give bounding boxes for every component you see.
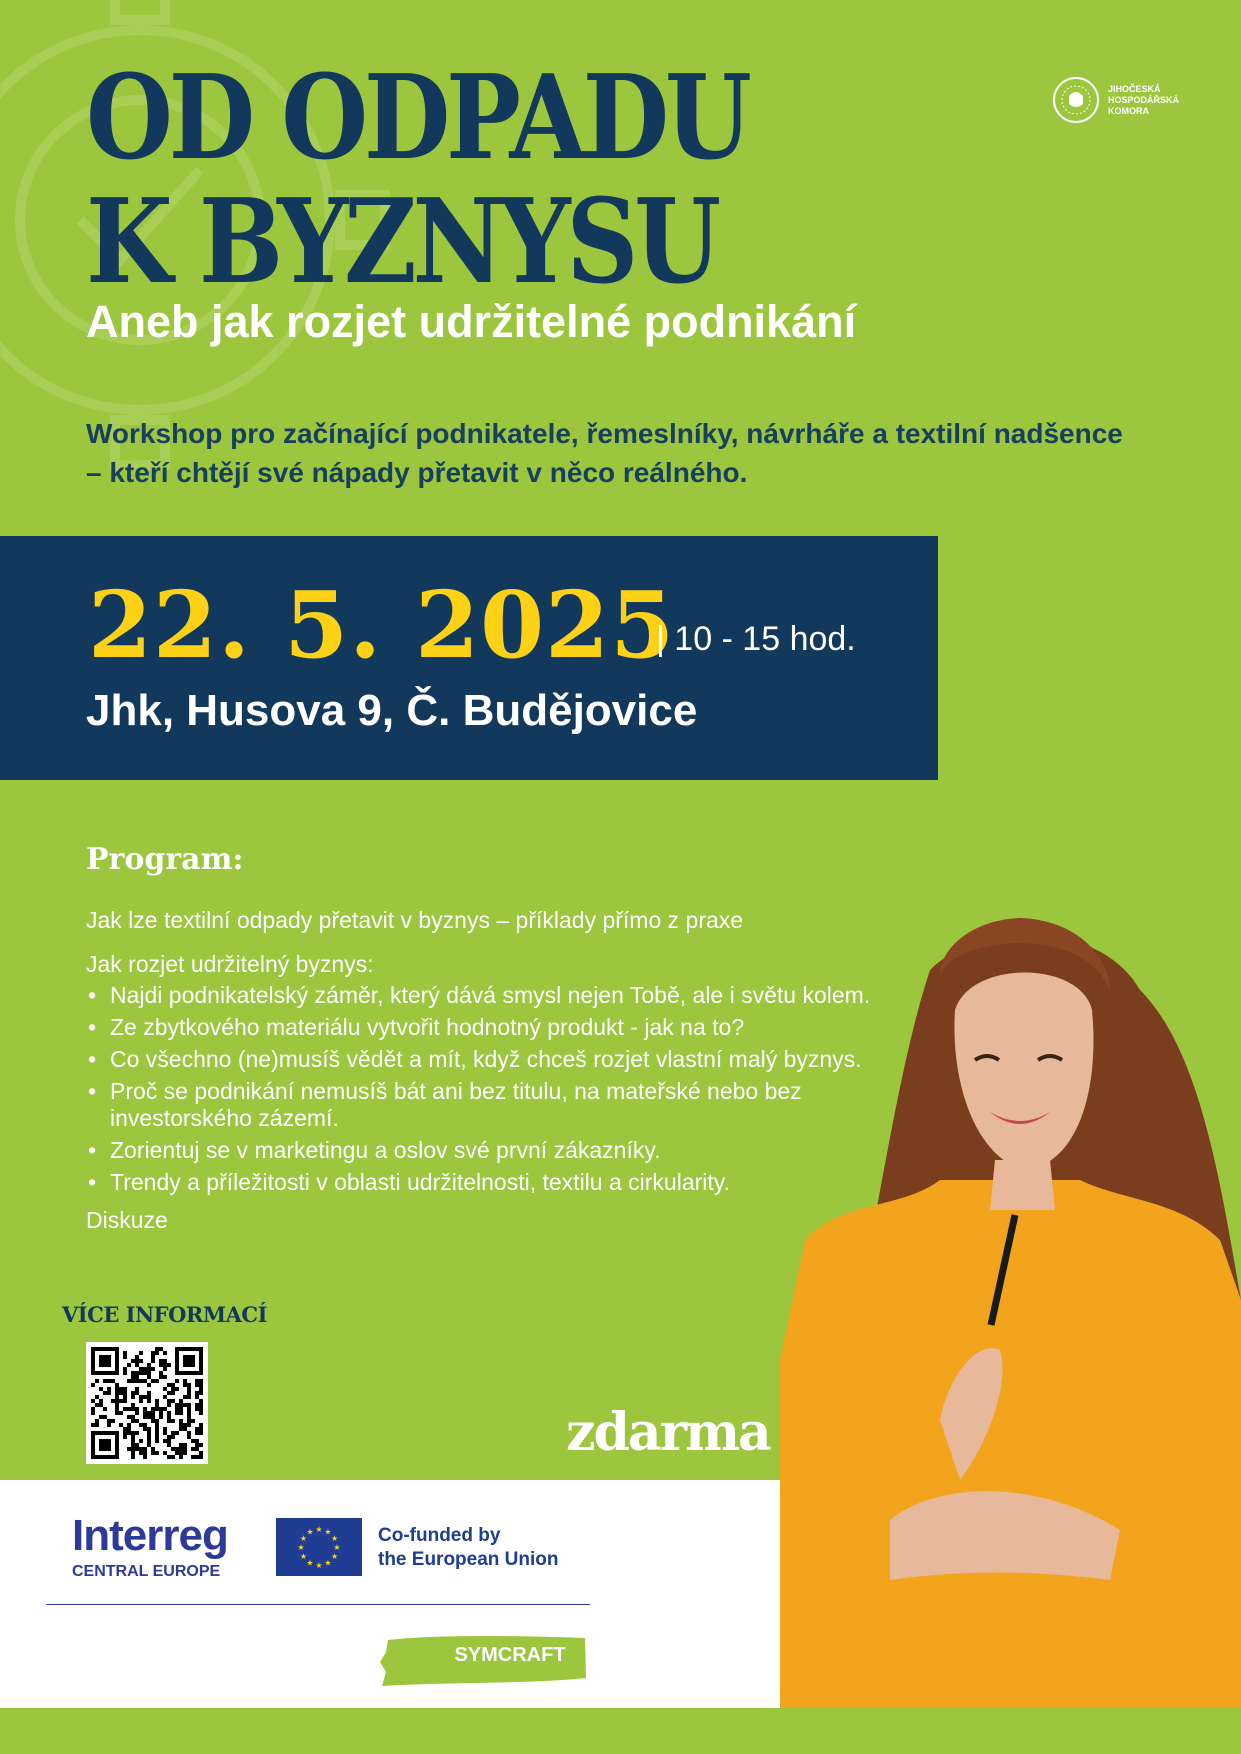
program-bullet: • Ze zbytkového materiálu vytvořit hodnotný produkt - jak na to? xyxy=(86,1014,906,1041)
eu-star: ★ xyxy=(331,1552,339,1561)
program-closing: Diskuze xyxy=(86,1207,168,1233)
title-line-1: OD ODPADU xyxy=(86,50,748,186)
eu-star: ★ xyxy=(333,1543,341,1552)
interreg-subtitle: CENTRAL EUROPE xyxy=(72,1563,221,1580)
intro-text xyxy=(86,414,1196,492)
eu-stars-icon xyxy=(276,1518,362,1576)
eu-star: ★ xyxy=(331,1534,339,1543)
eu-star: ★ xyxy=(299,1552,307,1561)
eu-text-line-1: Co-funded by xyxy=(378,1525,501,1546)
eu-star: ★ xyxy=(324,1558,332,1568)
poster-title xyxy=(86,50,748,310)
intro-line-2: – kteří chtějí své nápady přetavit v něco reálného. xyxy=(86,457,748,488)
program-heading: Program: xyxy=(86,842,244,877)
event-date: 22. 5. 2025 xyxy=(88,571,676,679)
jhk-logo-line-1: JIHOČESKÁ xyxy=(1108,83,1161,94)
eu-star: ★ xyxy=(315,1525,323,1534)
jhk-logo-line-3: KOMORA xyxy=(1108,105,1149,116)
qr-code[interactable] xyxy=(86,1342,208,1464)
interreg-logo xyxy=(72,1511,228,1582)
woman-thinking-photo xyxy=(780,880,1241,1708)
program-bullet: • Trendy a příležitosti v oblasti udržitelnosti, textilu a cirkularity. xyxy=(86,1169,906,1196)
eu-star: ★ xyxy=(306,1558,314,1568)
eu-star: ★ xyxy=(324,1527,332,1537)
program-bullet: • Zorientuj se v marketingu a oslov své první zákazníky. xyxy=(86,1137,906,1164)
eu-flag-icon xyxy=(276,1518,362,1576)
eu-cofunded-text xyxy=(378,1524,559,1572)
eu-star: ★ xyxy=(306,1527,314,1537)
program-bullet: • Proč se podnikání nemusíš bát ani bez titulu, na mateřské nebo bez investorského zázemí. xyxy=(86,1078,906,1132)
eu-star: ★ xyxy=(315,1561,323,1570)
more-info-label: VÍCE INFORMACÍ xyxy=(62,1302,267,1327)
interreg-wordmark: Interreg xyxy=(72,1511,228,1560)
bottom-strip xyxy=(0,1708,1241,1754)
symcraft-logo-text: SYMCRAFT xyxy=(454,1644,566,1666)
jhk-logo-text xyxy=(1108,84,1188,117)
jhk-logo-line-2: HOSPODÁŘSKÁ xyxy=(1108,94,1180,105)
program-item-1: Jak lze textilní odpady přetavit v byznys – příklady přímo z praxe xyxy=(86,907,744,933)
jhk-logo xyxy=(1052,76,1188,124)
event-time: | 10 - 15 hod. xyxy=(656,620,856,658)
program-bullet: • Najdi podnikatelský záměr, který dává smysl nejen Tobě, ale i světu kolem. xyxy=(86,982,906,1009)
intro-line-1: Workshop pro začínající podnikatele, řemeslníky, návrháře a textilní nadšence xyxy=(86,418,1123,449)
eu-star: ★ xyxy=(299,1534,307,1543)
title-line-2: K BYZNYSU xyxy=(86,174,717,310)
poster-subtitle: Aneb jak rozjet udržitelné podnikání xyxy=(86,296,857,347)
free-label: zdarma xyxy=(566,1402,770,1463)
program-bullet: • Co všechno (ne)musíš vědět a mít, když chceš rozjet vlastní malý byznys. xyxy=(86,1046,906,1073)
qr-code-icon xyxy=(91,1347,203,1459)
event-location: Jhk, Husova 9, Č. Budějovice xyxy=(86,686,698,735)
chamber-seal-icon xyxy=(1052,76,1100,124)
footer-divider xyxy=(46,1604,590,1605)
eu-text-line-2: the European Union xyxy=(378,1549,559,1570)
program-item-2: Jak rozjet udržitelný byznys: xyxy=(86,951,374,977)
eu-star: ★ xyxy=(297,1543,305,1552)
